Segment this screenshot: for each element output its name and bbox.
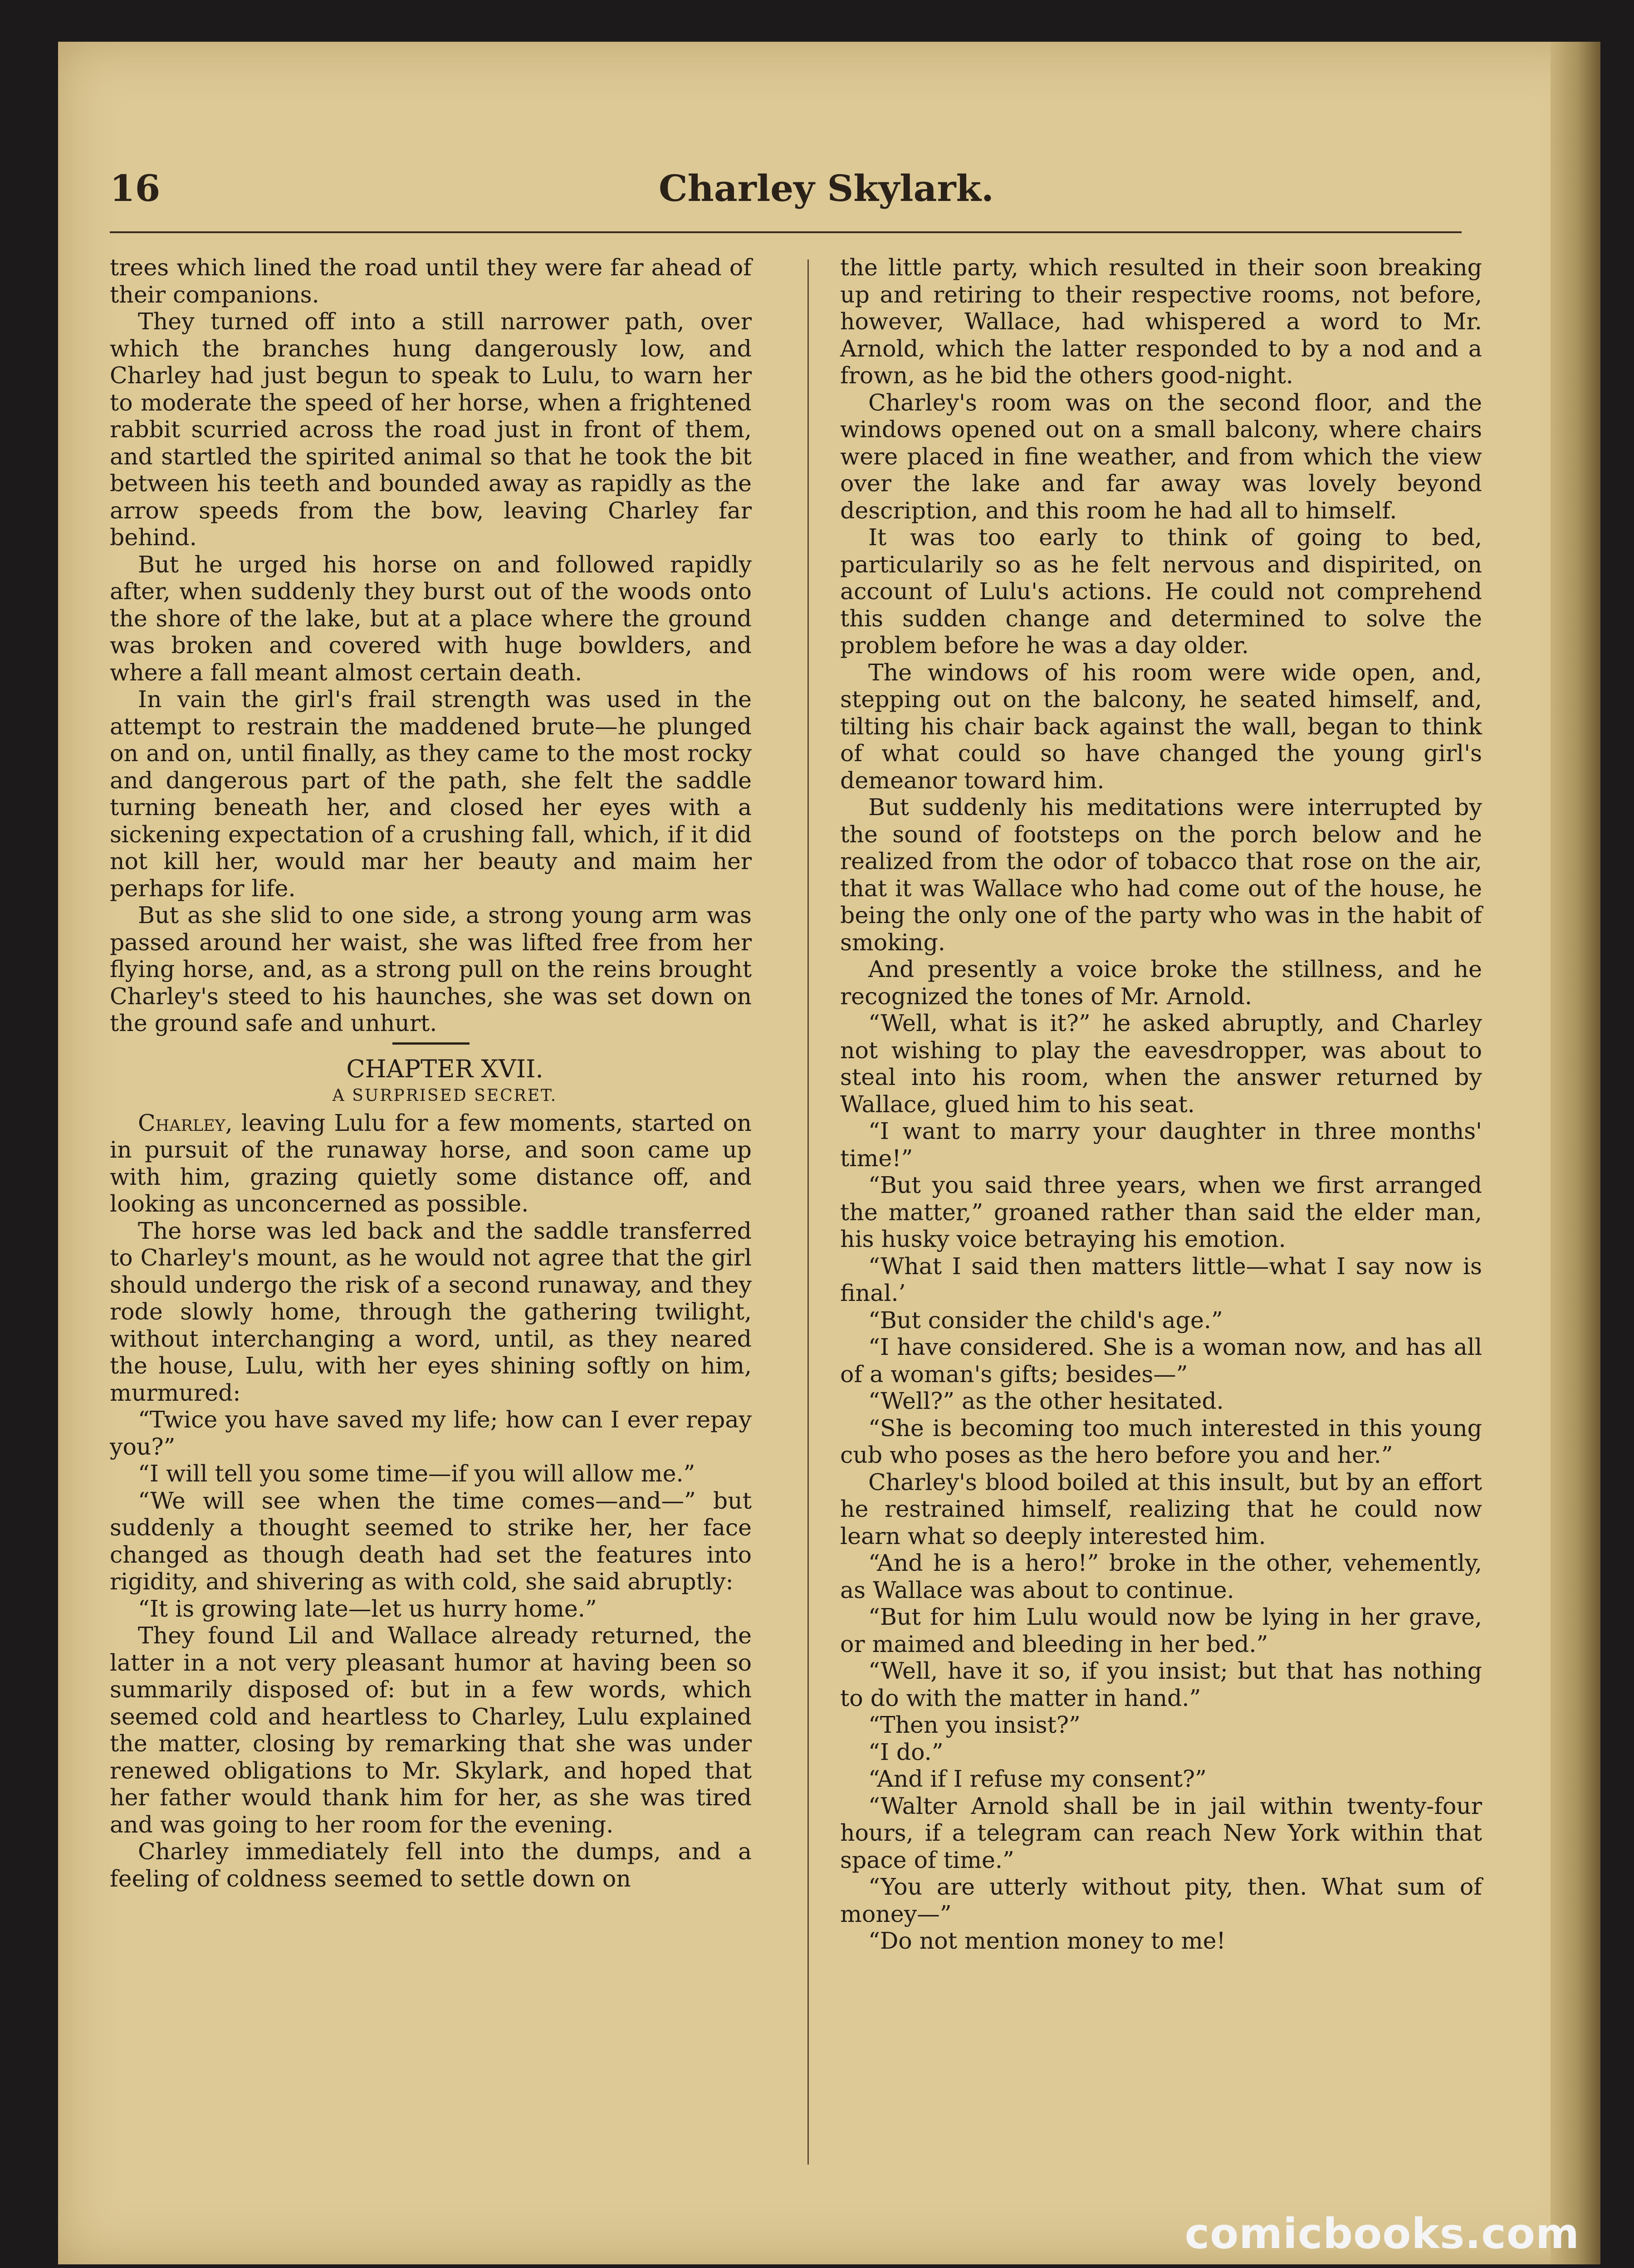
- paragraph: “Well, have it so, if you insist; but that has nothing to do with the matter in hand.”: [840, 1657, 1482, 1711]
- paragraph: “Then you insist?”: [868, 1711, 1081, 1738]
- paragraph: “We will see when the time comes—and—” but suddenly a thought seemed to strike her, her face changed as though death had set the features into rigidity, and shivering as with cold, she said abruptly:: [110, 1487, 752, 1595]
- paragraph: “But you said three years, when we first arranged the matter,” groaned rather than said the elder man, his husky voice betraying his emotion.: [840, 1172, 1482, 1252]
- paragraph: “What I said then matters little—what I say now is final.’: [840, 1252, 1482, 1306]
- paragraph-text: , leaving Lulu for a few moments, started on in pursuit of the runaway horse, and soon came up with him, grazing quietly some distance off, and looking as unconcerned as possible.: [110, 1109, 752, 1217]
- running-title: Charley Skylark.: [659, 167, 994, 210]
- paragraph: “I want to marry your daughter in three months' time!”: [840, 1118, 1482, 1172]
- paragraph: “It is growing late—let us hurry home.”: [138, 1595, 597, 1622]
- header-rule: [110, 231, 1462, 233]
- paragraph: “And he is a hero!” broke in the other, vehemently, as Wallace was about to continue.: [840, 1549, 1482, 1603]
- paragraph: trees which lined the road until they were far ahead of their companions.: [110, 254, 752, 308]
- paragraph: Charley's blood boiled at this insult, but by an effort he restrained himself, realizing that he could now learn what so deeply interested him.: [840, 1468, 1482, 1549]
- paragraph: Charley's room was on the second floor, and the windows opened out on a small balcony, where chairs were placed in fine weather, and from which the view over the lake and far away was lovely beyond description, and this room he had all to himself.: [840, 389, 1482, 524]
- page-number: 16: [110, 167, 161, 210]
- paragraph: But suddenly his meditations were interrupted by the sound of footsteps on the porch below and he realized from the odor of tobacco that rose on the air, that it was Wallace who had come out of the house, he being the only one of the party who was in the habit of smoking.: [840, 794, 1482, 956]
- paragraph: “Well?” as the other hesitated.: [868, 1388, 1224, 1414]
- paragraph: “I do.”: [868, 1738, 944, 1765]
- paragraph: “Twice you have saved my life; how can I ever repay you?”: [110, 1406, 752, 1460]
- paragraph: “Well, what is it?” he asked abruptly, and Charley not wishing to play the eavesdropper, was about to steal into his room, when the answer returned by Wallace, glued him to his seat.: [840, 1010, 1482, 1118]
- paragraph: “I will tell you some time—if you will allow me.”: [138, 1460, 695, 1487]
- paragraph: the little party, which resulted in their soon breaking up and retiring to their respective rooms, not before, however, Wallace, had whispered a word to Mr. Arnold, which the latter responded to by a nod and a frown, as he bid the others good-night.: [840, 254, 1482, 389]
- paragraph: The horse was led back and the saddle transferred to Charley's mount, as he would not agree that the girl should undergo the risk of a second runaway, and they rode slowly home, through the gathering twilight, without interchanging a word, until, as they neared the house, Lulu, with her eyes shining softly on him, murmured:: [110, 1217, 752, 1406]
- paragraph: And presently a voice broke the stillness, and he recognized the tones of Mr. Arnold.: [840, 956, 1482, 1010]
- paragraph: “I have considered. She is a woman now, and has all of a woman's gifts; besides—”: [840, 1334, 1482, 1388]
- chapter-title: CHAPTER XVII.: [346, 1054, 543, 1083]
- paragraph: But as she slid to one side, a strong young arm was passed around her waist, she was lifted free from her flying horse, and, as a strong pull on the reins brought Charley's steed to his haunches, she was set down on the ground safe and unhurt.: [110, 902, 752, 1036]
- paragraph: They found Lil and Wallace already returned, the latter in a not very pleasant humor at having been so summarily disposed of: but in a few words, which seemed cold and heartless to Charley, Lulu explained the matter, closing by remarking that she was under renewed obligations to Mr. Skylark, and hoped that her father would thank him for her, as she was tired and was going to her room for the evening.: [110, 1622, 752, 1838]
- paragraph: They turned off into a still narrower path, over which the branches hung dangerously low, and Charley had just begun to speak to Lulu, to warn her to moderate the speed of her horse, when a frightened rabbit scurried across the road just in front of them, and startled the spirited animal so that he took the bit between his teeth and bounded away as rapidly as the arrow speeds from the bow, leaving Charley far behind.: [110, 308, 752, 551]
- chapter-lead-word: Charley: [138, 1109, 225, 1136]
- paragraph: [110, 1110, 752, 1217]
- column-divider: [807, 259, 809, 2165]
- watermark: comicbooks.com: [1184, 2209, 1580, 2258]
- paragraph: “You are utterly without pity, then. What sum of money—”: [840, 1873, 1482, 1927]
- left-column: [110, 254, 752, 1892]
- paragraph: But he urged his horse on and followed rapidly after, when suddenly they burst out of the woods onto the shore of the lake, but at a place where the ground was broken and covered with huge bowlders, and where a fall meant almost certain death.: [110, 551, 752, 686]
- paragraph: “And if I refuse my consent?”: [868, 1765, 1207, 1792]
- page-header: [110, 131, 1471, 210]
- section-rule: [392, 1042, 470, 1045]
- paragraph: In vain the girl's frail strength was used in the attempt to restrain the maddened brute—he plunged on and on, until finally, as they came to the most rocky and dangerous part of the path, she felt the saddle turning beneath her, and closed her eyes with a sickening expectation of a crushing fall, which, if it did not kill her, would mar her beauty and maim her perhaps for life.: [110, 686, 752, 902]
- paragraph: It was too early to think of going to bed, particularily so as he felt nervous and dispirited, on account of Lulu's actions. He could not comprehend this sudden change and determined to solve the problem before he was a day older.: [840, 524, 1482, 659]
- chapter-subtitle: A SURPRISED SECRET.: [332, 1086, 558, 1105]
- paragraph: “Walter Arnold shall be in jail within twenty-four hours, if a telegram can reach New York within that space of time.”: [840, 1792, 1482, 1873]
- paragraph: The windows of his room were wide open, and, stepping out on the balcony, he seated himself, and, tilting his chair back against the wall, began to think of what could so have changed the young girl's demeanor toward him.: [840, 659, 1482, 794]
- paragraph: “Do not mention money to me!: [868, 1927, 1226, 1954]
- paragraph: Charley immediately fell into the dumps, and a feeling of coldness seemed to settle down on: [110, 1838, 752, 1892]
- page-spine-edge: [1551, 42, 1600, 2264]
- paragraph: “But consider the child's age.”: [868, 1306, 1223, 1334]
- right-column: [840, 254, 1482, 1955]
- paragraph: “But for him Lulu would now be lying in her grave, or maimed and bleeding in her bed.”: [840, 1603, 1482, 1657]
- paragraph: “She is becoming too much interested in this young cub who poses as the hero before you and her.”: [840, 1414, 1482, 1468]
